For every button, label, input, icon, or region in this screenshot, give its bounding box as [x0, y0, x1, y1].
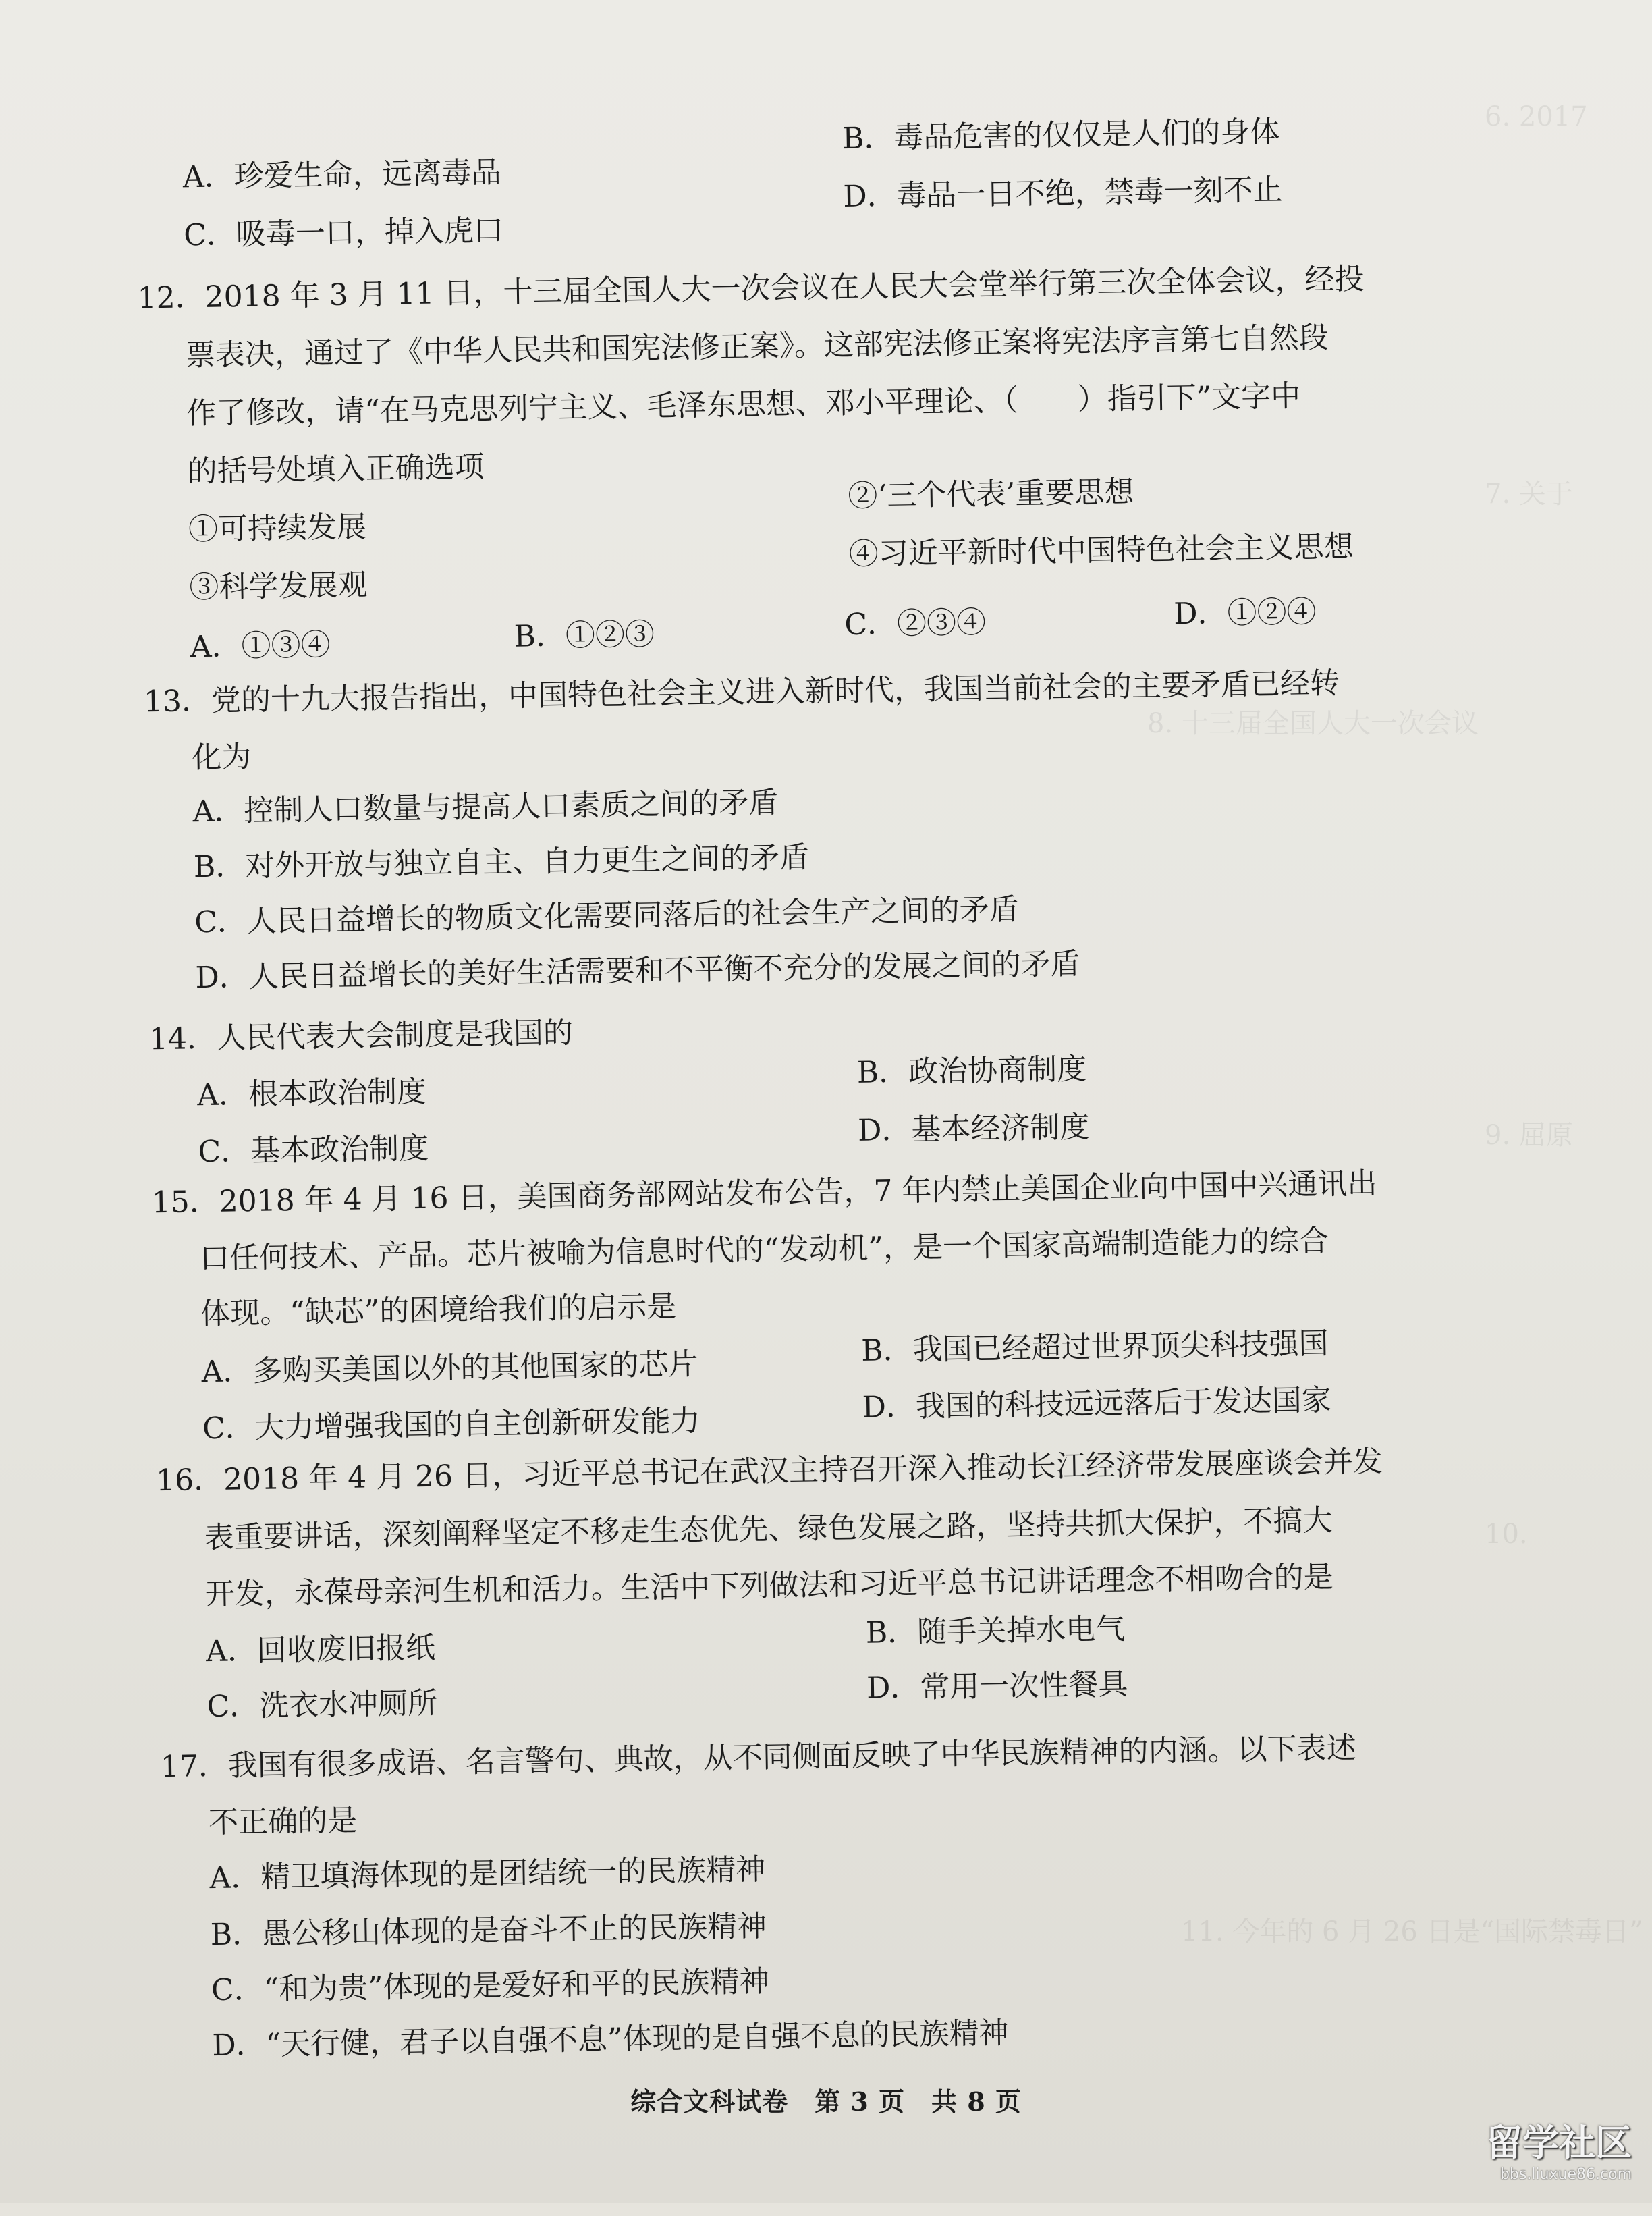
text-line: C．②③④	[844, 605, 987, 643]
text-line: ③科学发展观	[189, 568, 368, 605]
watermark	[1486, 2114, 1632, 2183]
text-line: ①可持续发展	[188, 510, 367, 547]
watermark-url: bbs.liuxue86.com	[1499, 2166, 1632, 2183]
text-line: 开发，永葆母亲河生机和活力。生活中下列做法和习近平总书记讲话理念不相吻合的是	[204, 1559, 1334, 1613]
text-line: 化为	[191, 739, 252, 776]
page-footer: 综合文科试卷 第 3 页 共 8 页	[630, 2086, 1022, 2117]
text-line: D．毒品一日不绝，禁毒一刻不止	[843, 172, 1284, 215]
text-line: C．吸毒一口，掉入虎口	[183, 213, 504, 253]
bleed-line: 8. 十三届全国人大一次会议	[1147, 708, 1479, 739]
text-line: D．常用一次性餐具	[866, 1667, 1128, 1706]
text-line: A．珍爱生命，远离毒品	[182, 155, 502, 195]
bleed-line: 9. 屈原	[1485, 1120, 1573, 1151]
text-line: A．多购买美国以外的其他国家的芯片	[201, 1347, 698, 1390]
text-line: B．①②③	[514, 617, 655, 654]
text-line: 16．2018 年 4 月 26 日，习近平总书记在武汉主持召开深入推动长江经济带发展座谈会并发	[155, 1444, 1383, 1498]
text-line: A．控制人口数量与提高人口素质之间的矛盾	[192, 785, 779, 830]
text-line: B．对外开放与独立自主、自力更生之间的矛盾	[193, 840, 810, 885]
text-line: 的括号处填入正确选项	[187, 450, 485, 489]
text-line: C．“和为贵”体现的是爱好和平的民族精神	[211, 1964, 770, 2008]
text-line: A．精卫填海体现的是团结统一的民族精神	[209, 1852, 766, 1896]
bleed-line: 10.	[1485, 1519, 1528, 1550]
text-line: ②‘三个代表’重要思想	[848, 475, 1134, 514]
text-line: D．人民日益增长的美好生活需要和不平衡不充分的发展之间的矛盾	[195, 946, 1081, 996]
text-line: 口任何技术、产品。芯片被喻为信息时代的“发动机”，是一个国家高端制造能力的综合	[199, 1223, 1329, 1276]
bleed-line: 7. 关于	[1485, 479, 1573, 510]
text-line: 体现。“缺芯”的困境给我们的启示是	[200, 1289, 677, 1332]
bleed-line: 6. 2017	[1485, 101, 1588, 132]
text-line: C．人民日益增长的物质文化需要同落后的社会生产之间的矛盾	[194, 892, 1020, 940]
watermark-logo: 留学社区	[1486, 2122, 1632, 2164]
text-line: B．愚公移山体现的是奋斗不止的民族精神	[210, 1909, 767, 1953]
text-line: B．政治协商制度	[856, 1052, 1087, 1090]
text-line: 票表决，通过了《中华人民共和国宪法修正案》。这部宪法修正案将宪法序言第七自然段	[185, 320, 1329, 373]
text-line: A．回收废旧报纸	[205, 1630, 436, 1669]
text-line: A．①③④	[190, 628, 331, 665]
text-line: 17．我国有很多成语、名言警句、典故，从不同侧面反映了中华民族精神的内涵。以下表述	[160, 1731, 1357, 1785]
text-line: 12．2018 年 3 月 11 日，十三届全国人大一次会议在人民大会堂举行第三次全体会议，经投	[137, 261, 1365, 316]
text-line: 表重要讲话，深刻阐释坚定不移走生态优先、绿色发展之路，坚持共抓大保护，不搞大	[204, 1503, 1333, 1556]
text-line: 不正确的是	[208, 1803, 358, 1841]
text-line: A．根本政治制度	[196, 1074, 427, 1113]
text-line: ④习近平新时代中国特色社会主义思想	[848, 529, 1354, 572]
text-line: D．我国的科技远远落后于发达国家	[862, 1382, 1332, 1425]
text-line: C．基本政治制度	[198, 1131, 429, 1170]
text-line: 13．党的十九大报告指出，中国特色社会主义进入新时代，我国当前社会的主要矛盾已经转	[143, 666, 1340, 720]
bleed-line: 11. 今年的 6 月 26 日是“国际禁毒日”	[1181, 1916, 1643, 1947]
text-line: 14．人民代表大会制度是我国的	[148, 1015, 574, 1057]
text-line: C．大力增强我国的自主创新研发能力	[202, 1403, 700, 1447]
text-line: D．基本经济制度	[857, 1110, 1090, 1148]
text-line: B．我国已经超过世界顶尖科技强国	[860, 1326, 1329, 1368]
text-line: 15．2018 年 4 月 16 日，美国商务部网站发布公告，7 年内禁止美国企业向中国中兴通讯出	[151, 1166, 1377, 1220]
text-line: B．毒品危害的仅仅是人们的身体	[842, 114, 1280, 157]
text-line: D．“天行健，君子以自强不息”体现的是自强不息的民族精神	[211, 2016, 1009, 2063]
text-line: C．洗衣水冲厕所	[206, 1685, 438, 1725]
text-line: 作了修改，请“在马克思列宁主义、毛泽东思想、邓小平理论、（ ）指引下”文字中	[186, 379, 1301, 431]
text-line: B．随手关掉水电气	[865, 1611, 1126, 1650]
text-line: D．①②④	[1173, 595, 1317, 632]
